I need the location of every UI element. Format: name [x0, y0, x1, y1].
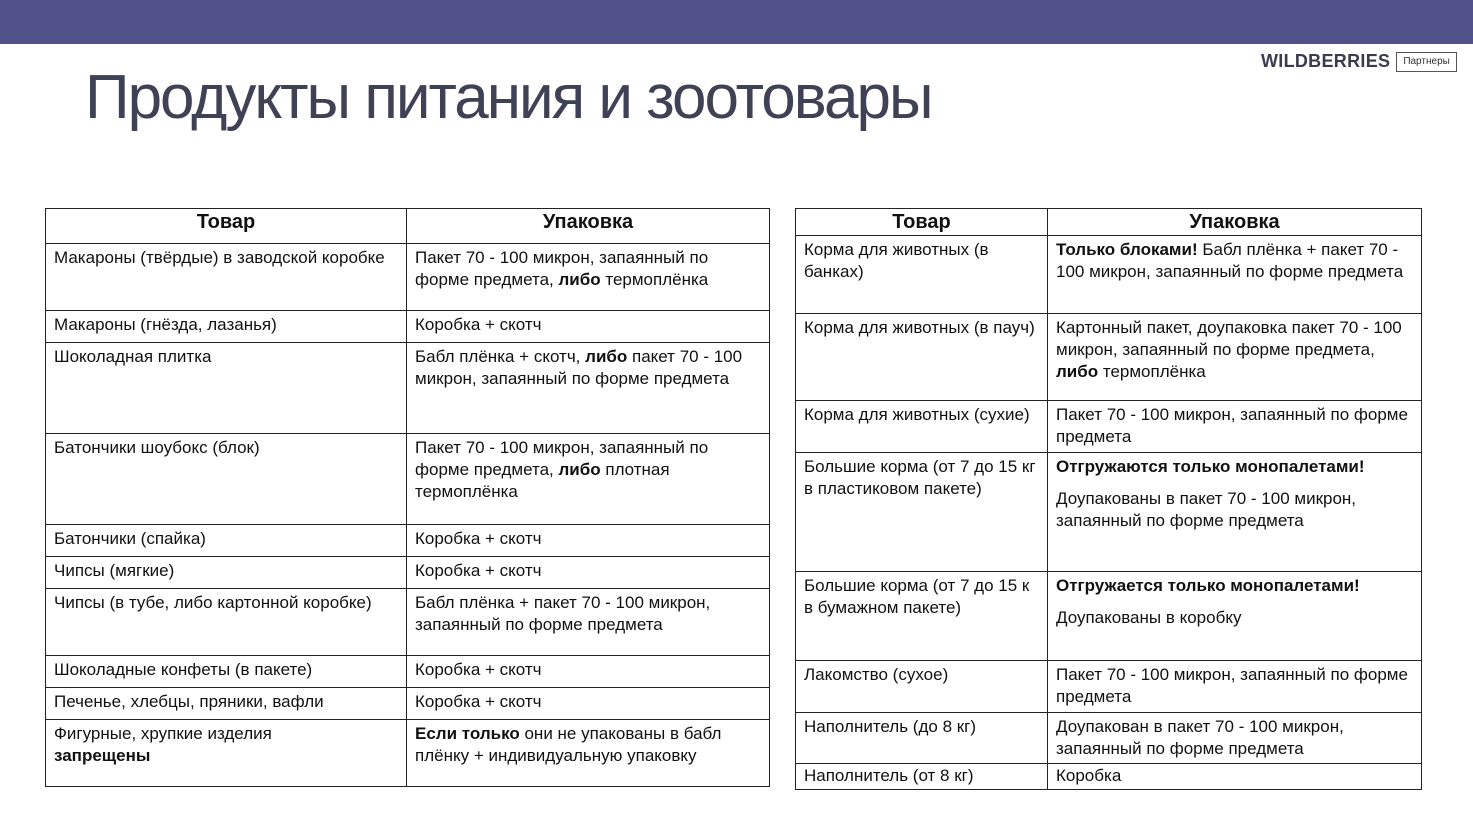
- packaging-emphasis: либо: [558, 460, 601, 479]
- product-text: Батончики (спайка): [54, 529, 206, 548]
- packaging-text-tail: термоплёнка: [600, 270, 709, 289]
- packaging-emphasis: либо: [558, 270, 601, 289]
- packaging-emphasis: Только блоками!: [1056, 240, 1198, 259]
- packaging-cell: [1048, 236, 1422, 314]
- packaging-text-tail: пакет 70 - 100 микрон, запаянный по форме предмета: [415, 347, 743, 388]
- packaging-text: Коробка: [1056, 766, 1122, 785]
- packaging-text: Пакет 70 - 100 микрон, запаянный по форме предмета,: [415, 248, 709, 289]
- product-cell: [46, 311, 407, 343]
- packaging-cell: [407, 688, 770, 720]
- product-cell: [796, 453, 1048, 572]
- packaging-cell: [1048, 572, 1422, 661]
- packaging-text: Коробка + скотч: [415, 561, 542, 580]
- packaging-cell: [407, 343, 770, 434]
- packaging-text: Пакет 70 - 100 микрон, запаянный по форме предмета: [1056, 405, 1408, 446]
- packaging-cell: [1048, 314, 1422, 401]
- product-text: Корма для животных (в пауч): [804, 318, 1035, 337]
- product-cell: [796, 713, 1048, 764]
- product-cell: [46, 525, 407, 557]
- packaging-text: Коробка + скотч: [415, 315, 542, 334]
- packaging-emphasis: Если только: [415, 724, 520, 743]
- brand-logo: [1261, 51, 1457, 72]
- packaging-text: Пакет 70 - 100 микрон, запаянный по форме предмета: [1056, 665, 1408, 706]
- packaging-cell: [1048, 661, 1422, 713]
- product-text: Шоколадная плитка: [54, 347, 212, 366]
- packaging-cell: [407, 720, 770, 787]
- product-text: Большие корма (от 7 до 15 кг в пластиковом пакете): [804, 457, 1036, 498]
- product-text: Корма для животных (сухие): [804, 405, 1030, 424]
- product-cell: [46, 656, 407, 688]
- product-text: Наполнитель (от 8 кг): [804, 766, 974, 785]
- product-text: Макароны (гнёзда, лазанья): [54, 315, 277, 334]
- packaging-text-tail: они не упакованы в бабл плёнку + индивидуальную упаковку: [415, 724, 722, 765]
- table-row: [46, 525, 770, 557]
- product-cell: [46, 557, 407, 589]
- packaging-cell: [407, 656, 770, 688]
- product-text: Чипсы (в тубе, либо картонной коробке): [54, 593, 372, 612]
- brand-badge: Партнеры: [1396, 52, 1457, 72]
- product-cell: [46, 589, 407, 656]
- product-text: Чипсы (мягкие): [54, 561, 175, 580]
- column-header-product: Товар: [796, 209, 1048, 236]
- top-banner: [0, 0, 1473, 44]
- column-header-product: Товар: [46, 209, 407, 244]
- table-header-row: [796, 209, 1422, 236]
- packaging-emphasis: Отгружается только монопалетами!: [1056, 576, 1360, 595]
- packaging-cell: [1048, 713, 1422, 764]
- table-row: [46, 688, 770, 720]
- product-cell: [796, 314, 1048, 401]
- product-cell: [46, 688, 407, 720]
- table-row: [796, 453, 1422, 572]
- product-text: Печенье, хлебцы, пряники, вафли: [54, 692, 324, 711]
- packaging-text-tail: плотная термоплёнка: [415, 460, 670, 501]
- packaging-text-tail: Бабл плёнка + пакет 70 - 100 микрон, запаянный по форме предмета: [1056, 240, 1404, 281]
- product-text: Большие корма (от 7 до 15 к в бумажном пакете): [804, 576, 1030, 617]
- packaging-text-tail: Доупакованы в коробку: [1056, 608, 1242, 627]
- product-cell: [46, 343, 407, 434]
- table-row: [796, 236, 1422, 314]
- packaging-text: Коробка + скотч: [415, 660, 542, 679]
- table-row: [46, 589, 770, 656]
- product-text: Батончики шоубокс (блок): [54, 438, 260, 457]
- packaging-cell: [1048, 764, 1422, 790]
- packaging-text: Картонный пакет, доупаковка пакет 70 - 100 микрон, запаянный по форме предмета,: [1056, 318, 1402, 359]
- product-cell: [796, 401, 1048, 453]
- table-row: [796, 401, 1422, 453]
- table-row: [796, 661, 1422, 713]
- table-row: [796, 572, 1422, 661]
- table-row: [46, 244, 770, 311]
- packaging-cell: [407, 244, 770, 311]
- packaging-cell: [407, 589, 770, 656]
- packaging-emphasis: либо: [1056, 362, 1099, 381]
- table-header-row: [46, 209, 770, 244]
- packaging-cell: [407, 434, 770, 525]
- table-row: [46, 656, 770, 688]
- brand-name: WILDBERRIES: [1261, 51, 1391, 71]
- table-row: [46, 720, 770, 787]
- packaging-emphasis: либо: [585, 347, 628, 366]
- table-row: [796, 713, 1422, 764]
- product-cell: [46, 434, 407, 525]
- table-row: [796, 314, 1422, 401]
- pet-goods-packaging-table: [795, 208, 1422, 790]
- product-emphasis: запрещены: [54, 746, 151, 765]
- product-text: Корма для животных (в банках): [804, 240, 989, 281]
- packaging-cell: [407, 525, 770, 557]
- column-header-packaging: Упаковка: [407, 209, 770, 244]
- product-cell: [46, 244, 407, 311]
- product-text: Шоколадные конфеты (в пакете): [54, 660, 313, 679]
- product-text: Фигурные, хрупкие изделия: [54, 724, 272, 743]
- packaging-cell: [407, 557, 770, 589]
- table-row: [46, 343, 770, 434]
- packaging-text: Пакет 70 - 100 микрон, запаянный по форме предмета,: [415, 438, 709, 479]
- packaging-text-tail: термоплёнка: [1098, 362, 1206, 381]
- packaging-cell: [1048, 453, 1422, 572]
- packaging-cell: [407, 311, 770, 343]
- product-text: Макароны (твёрдые) в заводской коробке: [54, 248, 385, 267]
- packaging-cell: [1048, 401, 1422, 453]
- packaging-text-tail: Доупакованы в пакет 70 - 100 микрон, запаянный по форме предмета: [1056, 489, 1357, 530]
- product-cell: [46, 720, 407, 787]
- packaging-text: Коробка + скотч: [415, 529, 542, 548]
- table-row: [796, 764, 1422, 790]
- packaging-emphasis: Отгружаются только монопалетами!: [1056, 457, 1365, 476]
- packaging-text: Доупакован в пакет 70 - 100 микрон, запаянный по форме предмета: [1056, 717, 1344, 758]
- table-row: [46, 311, 770, 343]
- table-row: [46, 434, 770, 525]
- product-text: Наполнитель (до 8 кг): [804, 717, 977, 736]
- table-row: [46, 557, 770, 589]
- product-cell: [796, 764, 1048, 790]
- packaging-text: Коробка + скотч: [415, 692, 542, 711]
- product-cell: [796, 572, 1048, 661]
- product-cell: [796, 661, 1048, 713]
- packaging-text: Бабл плёнка + скотч,: [415, 347, 586, 366]
- product-text: Лакомство (сухое): [804, 665, 949, 684]
- product-cell: [796, 236, 1048, 314]
- food-packaging-table: [45, 208, 770, 787]
- page-title: Продукты питания и зоотовары: [85, 63, 932, 132]
- column-header-packaging: Упаковка: [1048, 209, 1422, 236]
- packaging-text: Бабл плёнка + пакет 70 - 100 микрон, запаянный по форме предмета: [415, 593, 711, 634]
